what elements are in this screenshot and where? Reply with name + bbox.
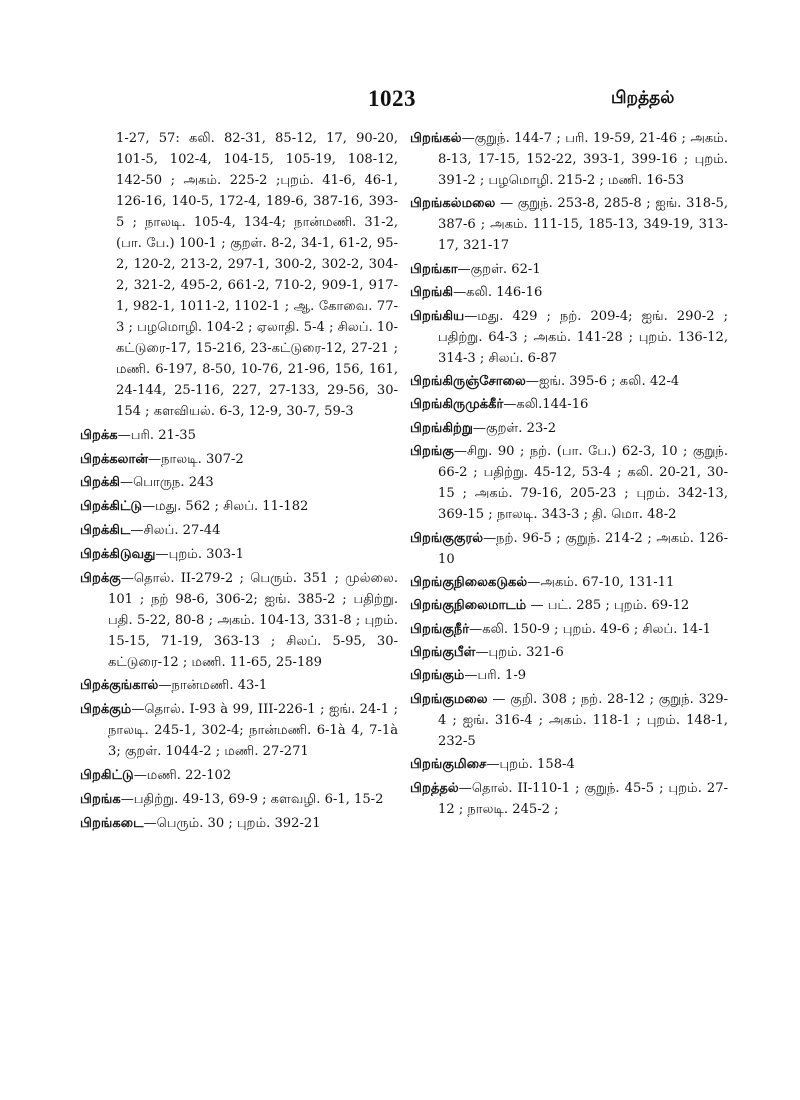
- right-column: [410, 128, 728, 822]
- entry-refs: —பெரும். 30 ; புறம். 392-21: [143, 815, 321, 831]
- index-entry: [80, 496, 398, 517]
- entry-headword: பிறங்கிருமுக்கீர்: [410, 397, 504, 413]
- entry-headword: பிறங்குமிசை: [410, 757, 487, 773]
- entry-refs: —தொல். I-93 à 99, III-226-1 ; ஐங். 24-1 ; நாலடி. 245-1, 302-4; நான்மணி. 6-1à 4, 7-1à 3; குறள். 1044-2 ; மணி. 27-271: [108, 702, 398, 760]
- entry-refs: —புறம். 321-6: [475, 645, 564, 661]
- entry-headword: பிறக்கிடுவது: [80, 546, 156, 562]
- entry-refs: —கலி.144-16: [503, 397, 589, 413]
- entry-refs: — குறி. 308 ; நற். 28-12 ; குறுந். 329-4 ; ஐங். 316-4 ; அகம். 118-1 ; புறம். 148-1, 232-5: [438, 691, 728, 749]
- entry-refs: —கலி. 146-16: [453, 285, 543, 301]
- index-entry: [80, 425, 398, 446]
- entry-refs: —நாலடி. 307-2: [148, 451, 244, 467]
- entry-headword: பிறக்குங்கால்: [80, 678, 159, 694]
- entry-headword: பிறக்கிட: [80, 522, 131, 538]
- entry-refs: —சிலப். 27-44: [130, 522, 221, 538]
- entry-headword: பிறங்கல்மலை: [410, 196, 496, 212]
- index-entry: [80, 449, 398, 470]
- entry-refs: —பரி. 1-9: [464, 668, 527, 684]
- entry-headword: பிறங்குநிலைமாடம்: [410, 598, 527, 614]
- entry-headword: பிறங்கிய: [410, 308, 465, 324]
- index-entry: [410, 619, 728, 640]
- entry-refs: —குறள். 23-2: [472, 420, 557, 436]
- index-entry: [80, 699, 398, 762]
- index-entry: [80, 472, 398, 493]
- index-entry: [80, 544, 398, 565]
- entry-refs: —குறுந். 144-7 ; பரி. 19-59, 21-46 ; அகம். 8-13, 17-15, 152-22, 393-1, 399-16 ; புறம். 391-2 ; பழமொழி. 215-2 ; மணி. 16-53: [438, 131, 728, 188]
- entry-refs: —ஐங். 395-6 ; கலி. 42-4: [525, 373, 680, 389]
- entry-refs: — குறுந். 253-8, 285-8 ; ஐங். 318-5, 387-6 ; அகம். 111-15, 185-13, 349-19, 313-17, 321-17: [438, 196, 728, 254]
- page-number: 1023: [368, 86, 416, 111]
- index-entry: [410, 128, 728, 191]
- index-entry: [80, 765, 398, 786]
- entry-refs: —அகம். 67-10, 131-11: [527, 574, 675, 590]
- entry-headword: பிறக்க: [80, 427, 118, 443]
- entry-headword: பிறங்குபீள்: [410, 645, 476, 661]
- entry-headword: பிறக்கிட்டு: [80, 499, 143, 515]
- index-entry: [410, 572, 728, 593]
- entry-refs: —குறள். 62-1: [457, 261, 541, 277]
- entry-headword: பிறங்கடை: [80, 815, 144, 831]
- index-entry: [410, 595, 728, 616]
- index-entry: [410, 665, 728, 686]
- entry-headword: பிறங்கல்: [410, 131, 462, 146]
- index-entry: [410, 394, 728, 415]
- entry-headword: பிறங்குமலை: [410, 691, 488, 707]
- index-entry: [410, 778, 728, 820]
- index-entry: [410, 418, 728, 439]
- entry-headword: பிறங்கு: [410, 444, 454, 460]
- entry-refs: —தொல். II-110-1 ; குறுந். 45-5 ; புறம். 27-12 ; நாலடி. 245-2 ;: [438, 780, 728, 817]
- entry-refs: —பொருந. 243: [119, 475, 214, 491]
- entry-headword: பிறங்குகுரல்: [410, 530, 484, 546]
- entry-refs: —பதிற்று. 49-13, 69-9 ; களவழி. 6-1, 15-2: [120, 791, 384, 807]
- entry-headword: பிறக்கும்: [80, 702, 132, 718]
- index-entry: [410, 642, 728, 663]
- entry-refs: —கலி. 150-9 ; புறம். 49-6 ; சிலப். 14-1: [469, 621, 712, 637]
- index-entry: [410, 282, 728, 303]
- entry-headword: பிறத்தல்: [410, 780, 459, 796]
- entry-refs: —சிறு. 90 ; நற். (பா. பே.) 62-3, 10 ; குறுந். 66-2 ; பதிற்று. 45-12, 53-4 ; கலி. 20-21, 30-15 ; அகம். 79-16, 205-23 ; புறம். 342-13, 369-15 ; நாலடி. 343-3 ; தி. மொ. 48-2: [438, 444, 728, 523]
- entry-headword: பிறங்கா: [410, 261, 458, 277]
- entry-refs: —நான்மணி. 43-1: [158, 678, 268, 694]
- entry-headword: பிறங்கிற்று: [410, 420, 473, 436]
- entry-headword: பிறங்கிருஞ்சோலை: [410, 373, 526, 389]
- entry-refs: —மணி. 22-102: [133, 767, 232, 783]
- entry-headword: பிறங்கி: [410, 285, 454, 301]
- index-entry: [410, 371, 728, 392]
- entry-refs: — பட். 285 ; புறம். 69-12: [526, 598, 690, 614]
- index-entry: [410, 193, 728, 256]
- index-entry: [410, 441, 728, 525]
- entry-headword: பிறங்குநிலைகடுகல்: [410, 574, 528, 590]
- index-entry: [80, 520, 398, 541]
- index-entry: [410, 528, 728, 570]
- entry-refs: —மது. 429 ; நற். 209-4; ஐங். 290-2 ; பதிற்று. 64-3 ; அகம். 141-28 ; புறம். 136-12, 314-3 ; சிலப். 6-87: [438, 308, 728, 366]
- index-entry: [80, 675, 398, 696]
- entry-headword: பிறங்குநீர்: [410, 621, 470, 637]
- entry-headword: பிறகிட்டு: [80, 767, 134, 783]
- entry-headword: பிறக்கலான்: [80, 451, 149, 467]
- entry-headword: பிறங்க: [80, 791, 121, 807]
- entry-refs: —மது. 562 ; சிலப். 11-182: [142, 499, 309, 515]
- index-entry: [410, 689, 728, 752]
- entry-headword: பிறக்கி: [80, 475, 120, 491]
- entry-refs: —புறம். 158-4: [486, 757, 575, 773]
- left-column: [80, 128, 398, 836]
- entry-refs: 1-27, 57: கலி. 82-31, 85-12, 17, 90-20, 101-5, 102-4, 104-15, 105-19, 108-12, 142-50 ; அகம். 225-2 ;புறம். 41-6, 46-1, 126-16, 140-5, 172-4, 189-6, 387-16, 393-5 ; நாலடி. 105-4, 134-4; நான்மணி. 31-2, (பா. பே.) 100-1 ; குறள். 8-2, 34-1, 61-2, 95-2, 120-2, 213-2, 297-1, 300-2, 302-2, 304-2, 321-2, 495-2, 661-2, 710-2, 909-1, 917-1, 982-1, 1011-2, 1102-1 ; ஆ. கோவை. 77-3 ; பழமொழி. 104-2 ; ஏலாதி. 5-4 ; சிலப். 10-கட்டுரை-17, 15-216, 23-கட்டுரை-12, 27-21 ; மணி. 6-197, 8-50, 10-76, 21-96, 156, 161, 24-144, 25-116, 227, 27-133, 29-56, 30-154 ; களவியல். 6-3, 12-9, 30-7, 59-3: [116, 131, 398, 419]
- entry-refs: —நற். 96-5 ; குறுந். 214-2 ; அகம். 126-10: [438, 530, 728, 567]
- index-entry: [80, 813, 398, 834]
- entry-refs: —புறம். 303-1: [155, 546, 244, 562]
- index-entry: [410, 754, 728, 775]
- index-entry: [80, 789, 398, 810]
- index-entry: [410, 259, 728, 280]
- entry-headword: பிறங்கும்: [410, 668, 465, 684]
- entry-headword: பிறக்கு: [80, 570, 121, 586]
- index-entry-continued: [80, 128, 398, 422]
- entry-refs: —தொல். II-279-2 ; பெரும். 351 ; முல்லை. 101 ; நற் 98-6, 306-2; ஐங். 385-2 ; பதிற்று. பதி. 5-22, 80-8 ; அகம். 104-13, 331-8 ; புறம். 15-15, 71-19, 363-13 ; சிலப். 5-95, 30-கட்டுரை-12 ; மணி. 11-65, 25-189: [108, 570, 398, 670]
- index-entry: [80, 568, 398, 673]
- index-entry: [410, 306, 728, 369]
- entry-refs: —பரி. 21-35: [117, 427, 196, 443]
- running-head: பிறத்தல்: [611, 88, 675, 108]
